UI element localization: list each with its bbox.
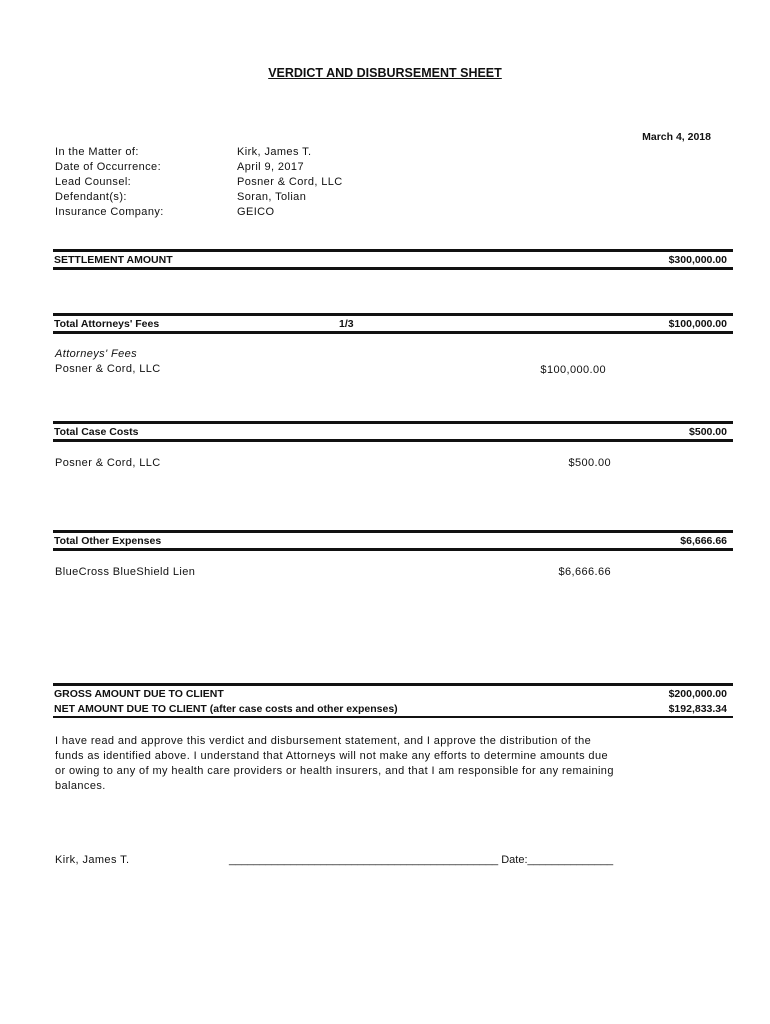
- gross-amount-label: GROSS AMOUNT DUE TO CLIENT: [54, 688, 224, 700]
- section-rule: [53, 716, 733, 718]
- document-title: VERDICT AND DISBURSEMENT SHEET: [268, 66, 502, 80]
- matter-value: Posner & Cord, LLC: [237, 176, 343, 188]
- matter-values: [237, 145, 343, 220]
- attorney-fees-item-name: Posner & Cord, LLC: [55, 363, 161, 375]
- section-rule: [53, 249, 733, 252]
- matter-label: Date of Occurrence:: [55, 161, 162, 173]
- attorney-fees-subheading: Attorneys' Fees: [55, 348, 138, 360]
- attorney-fees-item-amount: $100,000.00: [540, 364, 606, 376]
- case-costs-amount: $500.00: [689, 426, 727, 438]
- attorney-fees-fraction: 1/3: [339, 318, 354, 330]
- net-amount-label: NET AMOUNT DUE TO CLIENT (after case costs and other expenses): [54, 703, 398, 715]
- net-amount-value: $192,833.34: [668, 703, 727, 715]
- client-statement: I have read and approve this verdict and disbursement statement, and I approve the distribution of the funds as identified above. I understand that Attorneys will not make any efforts to determine amounts due or owing to any of my health care providers or health insurers, and that I am responsible for any remaining balances.: [55, 735, 614, 792]
- section-rule: [53, 331, 733, 334]
- matter-label: In the Matter of:: [55, 146, 139, 158]
- signature-name: Kirk, James T.: [55, 854, 130, 866]
- other-expenses-item-name: BlueCross BlueShield Lien: [55, 566, 196, 578]
- section-rule: [53, 439, 733, 442]
- section-rule: [53, 421, 733, 424]
- matter-value: April 9, 2017: [237, 161, 304, 173]
- signature-line: ____________________________________________ Date:______________: [229, 854, 614, 866]
- matter-value: Kirk, James T.: [237, 146, 312, 158]
- other-expenses-amount: $6,666.66: [680, 535, 727, 547]
- case-costs-label: Total Case Costs: [54, 426, 139, 438]
- section-rule: [53, 683, 733, 686]
- matter-labels: [55, 145, 164, 220]
- case-costs-item-name: Posner & Cord, LLC: [55, 457, 161, 469]
- attorney-fees-label: Total Attorneys' Fees: [54, 318, 160, 330]
- section-rule: [53, 267, 733, 270]
- other-expenses-item-amount: $6,666.66: [558, 566, 611, 578]
- case-costs-item-amount: $500.00: [568, 457, 611, 469]
- attorney-fees-amount: $100,000.00: [668, 318, 727, 330]
- settlement-label: SETTLEMENT AMOUNT: [54, 254, 173, 266]
- matter-label: Lead Counsel:: [55, 176, 132, 188]
- document-date: March 4, 2018: [642, 131, 711, 143]
- settlement-amount: $300,000.00: [668, 254, 727, 266]
- matter-label: Insurance Company:: [55, 206, 164, 218]
- gross-amount-value: $200,000.00: [668, 688, 727, 700]
- section-rule: [53, 313, 733, 316]
- matter-label: Defendant(s):: [55, 191, 127, 203]
- other-expenses-label: Total Other Expenses: [54, 535, 162, 547]
- section-rule: [53, 530, 733, 533]
- matter-value: Soran, Tolian: [237, 191, 307, 203]
- matter-value: GEICO: [237, 206, 275, 218]
- section-rule: [53, 548, 733, 551]
